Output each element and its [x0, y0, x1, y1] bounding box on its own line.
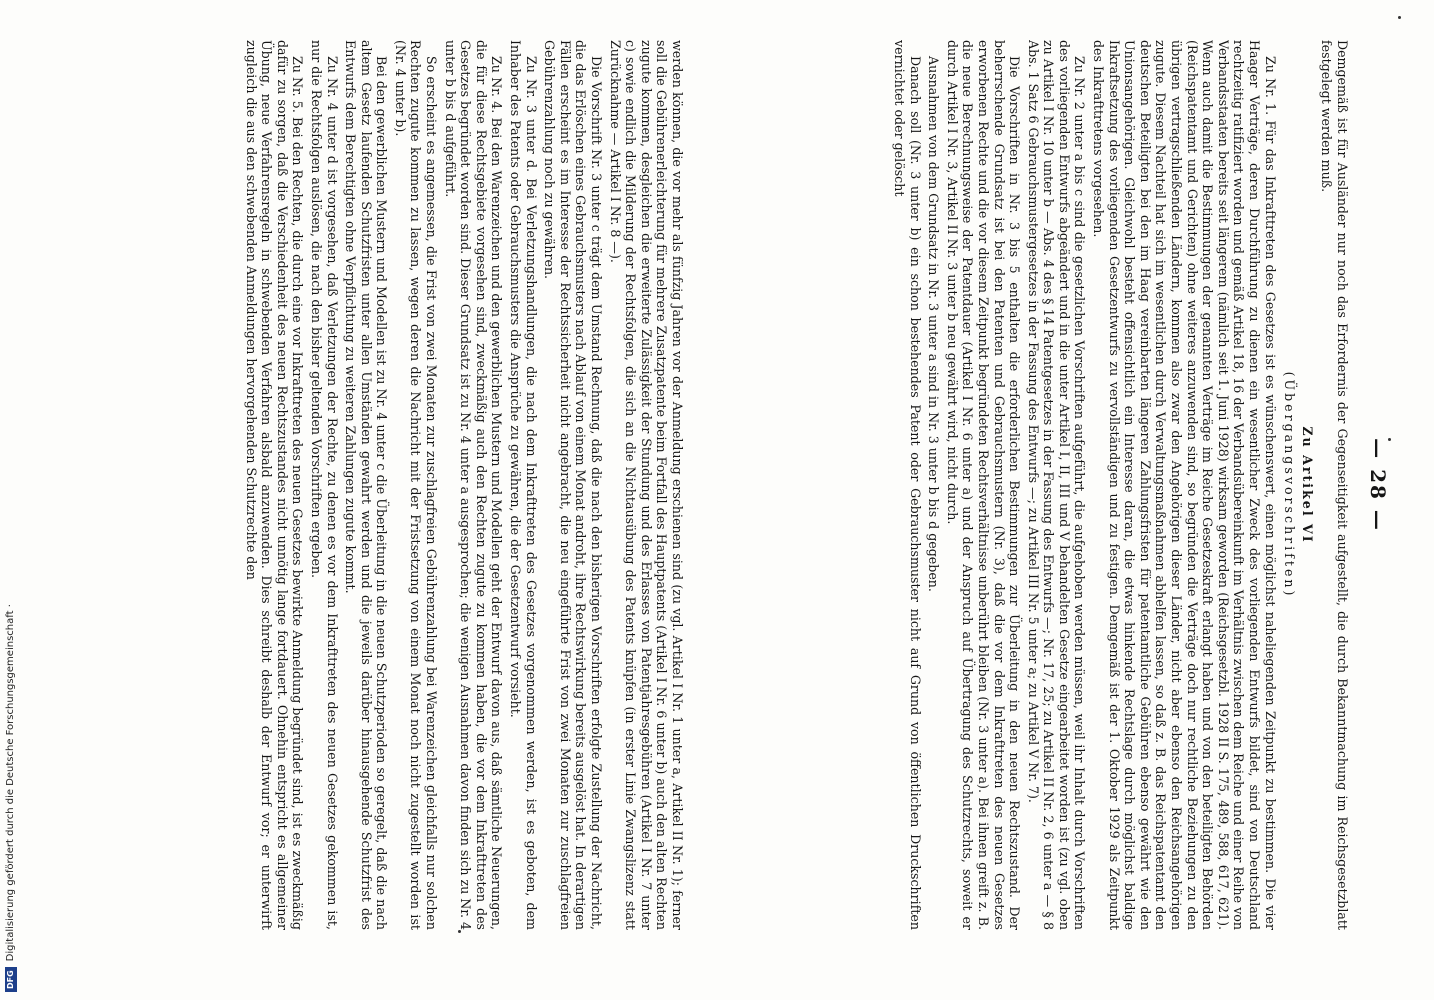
paragraph: werden können, die vor mehr als fünfzig Jahren vor der Anmeldung erschienen sind (zu vgl. Artikel I Nr. 1 unter a, Artikel II Nr. 1); ferner soll die Gebührenerleichterung für mehrere Zusatzpatente beim Fortfall des Hauptpatents (Artikel I Nr. 6 unter b) auch den alten Rechten zugute kommen, desgleichen die erweiterte Zulässigkeit der Stundung und des Erlasses von Patentjahresgebühren (Artikel I Nr. 7 unter c) sowie endlich die Milderung der Rechtsfolgen, die sich an die Nichtausübung des Patents knüpfen (in erster Linie Zwangslizenz statt Zurücknahme — Artikel I Nr. 8 —). — [607, 40, 685, 930]
paragraph: Zu Nr. 2 unter a bis c sind die gesetzlichen Vorschriften aufgeführt, die aufgehoben werden müssen, weil ihr Inhalt durch Vorschriften des vorliegenden Entwurfs abgeändert und in die unter Artikel I, II, III und V behandelten Gesetze eingearbeitet worden ist (zu vgl. oben zu Artikel I Nr. 10 unter b — Abs. 4 des § 14 Patentgesetzes in der Fassung des Entwurfs —; Nr. 17, 25; zu Artikel II Nr. 2, 6 unter a — § 8 Abs. 1 Satz 6 Gebrauchsmustergesetzes in der Fassung des Entwurfs —; zu Artikel III Nr. 5 unter a; zu Artikel V Nr. 7). — [1025, 40, 1088, 930]
paragraph: Ausnahmen von dem Grundsatz in Nr. 3 unter a sind in Nr. 3 unter b bis d gegeben. — [926, 56, 942, 592]
section-subheading: (Übergangsvorschriften) — [1282, 371, 1298, 599]
paragraph: Bei den gewerblichen Mustern und Modellen ist zu Nr. 4 unter c die Überleitung in die neuen Schutzperioden so geregelt, daß die nach altem Gesetz laufenden Schutzfristen unter allen Umständen gewahrt werden und die jeweils darüber hinausgehende Schutzfrist des Entwurfs dem Berechtigten ohne Verpflichtung zu weiteren Zahlungen zugute kommt. — [343, 40, 390, 930]
rotated-text-page — [90, 40, 1390, 930]
section-heading: Zu Artikel VI — [1299, 426, 1315, 544]
paragraph: Zu Nr. 3 unter d. Bei Verletzungshandlungen, die nach dem Inkrafttreten des Gesetzes vorgenommen werden, ist es geboten, dem Inhaber des Patents oder Gebrauchsmusters die Ansprüche zu gewähren, die der Gesetzentwurf vorsieht. — [508, 40, 539, 930]
dfg-logo-icon: DFG — [5, 967, 17, 992]
paragraph: Danach soll (Nr. 3 unter b) ein schon bestehendes Patent oder Gebrauchsmuster nicht auf Grund von öffentlichen Druckschriften vernichtet oder gelöscht — [891, 40, 923, 930]
paragraph: So erscheint es angemessen, die Frist von zwei Monaten zur zuschlagfreien Gebührenzahlung bei Warenzeichen gleichfalls nur solchen Rechten zugute kommen zu lassen, wegen deren die Nachricht mit der Fristsetzung von einem Monat noch nicht zugestellt worden ist (Nr. 4 unter b). — [392, 40, 440, 930]
digitization-credit — [2, 0, 20, 1000]
scan-speck — [458, 930, 461, 933]
credit-text: Digitalisierung gefördert durch die Deutsche Forschungsgemeinschaft · — [5, 604, 16, 962]
text-column-left — [765, 40, 1350, 930]
paragraph: Zu Nr. 5. Bei den Rechten, die durch eine vor Inkrafttreten des neuen Gesetzes bewirkte Anmeldung begründet sind, ist es zweckmäßig dafür zu sorgen, daß die Verschiedenheit des neuen Rechtszustandes nicht unnötig lange fortdauert. Ohnehin entspricht es allgemeiner Übung, neue Verfahrensregeln in schwebenden Verfahren alsbald anzuwenden. Dies schreibt deshalb der Entwurf vor; er unterwirft zugleich die aus den schwebenden Anmeldungen hervorgehenden Schutzrechte den — [243, 40, 306, 930]
page-number: — 28 — — [1366, 438, 1390, 532]
paragraph: Zu Nr. 4. Bei den Warenzeichen und den gewerblichen Mustern und Modellen geht der Entwurf davon aus, daß sämtliche Neuerungen, die für diese Rechtsgebiete vorgesehen sind, zweckmäßig auch den Rechten zugute zu kommen haben, die vor dem Inkrafttreten des Gesetzes begründet worden sind. Dieser Grundsatz ist zu Nr. 4 unter a ausgesprochen; die wenigen Ausnahmen davon finden sich zu Nr. 4 unter b bis d aufgeführt. — [442, 40, 505, 930]
scan-speck — [1398, 16, 1401, 19]
paragraph: Die Vorschrift Nr. 3 unter c trägt dem Umstand Rechnung, daß die nach den bisherigen Vorschriften erfolgte Zustellung der Nachricht, die das Erlöschen eines Gebrauchsmusters nach Ablauf von einem Monat androht, ihre Rechtswirkung bereits ausgelöst hat. In derartigen Fällen erscheint es im Interesse der Rechtssicherheit nicht angebracht, die neu eingeführte Frist von zwei Monaten zur zuschlagfreien Gebührenzahlung noch zu gewähren. — [542, 40, 605, 930]
paragraph: Zu Nr. 4 unter d ist vorgesehen, daß Verletzungen der Rechte, zu denen es vor dem Inkrafttreten des neuen Gesetzes gekommen ist, nur die Rechtsfolgen auslösen, die nach den bisher geltenden Vorschriften ergeben. — [308, 40, 340, 930]
intro-paragraph: Demgemäß ist für Ausländer nur noch das Erfordernis der Gegenseitigkeit aufgestellt, die durch Bekanntmachung im Reichsgesetzblatt festgelegt werden muß. — [1319, 40, 1350, 930]
paragraph: Zu Nr. 1. Für das Inkrafttreten des Gesetzes ist es wünschenswert, einen möglichst naheliegenden Zeitpunkt zu bestimmen. Die vier Haager Verträge, deren Durchführung zu dienen ein wesentlicher Zweck des vorliegenden Entwurfs bildet, sind von Deutschland rechtzeitig ratifiziert worden und gemäß Artikel 18, 16 der Verbandsübereinkunft im Verhältnis zwischen dem Reiche und einer Reihe von Verbandsstaaten bereits seit längerem (nämlich seit 1. Juni 1928) wirksam geworden (Reichsgesetzbl. 1928 II S. 175, 489, 588, 617, 621). Wenn auch damit die Bestimmungen der genannten Verträge im Reiche Gesetzeskraft erlangt haben und von den beteiligten Behörden (Reichspatentamt und Gerichten) ohne weiteres anzuwenden sind, so begründen die Verträge doch nur rechtliche Beziehungen zu den übrigen vertragschließenden Ländern, kommen also zwar den Angehörigen dieser Länder, nicht aber ebenso den Reichsangehörigen zugute. Diesem Nachteil hat sich im wesentlichen durch Verwaltungsmaßnahmen abhelfen lassen, so daß z. B. das Reichspatentamt den deutschen Beteiligten bei den im Haag vereinbarten längeren Zahlungsfristen für patentamtliche Gebühren ebenso gewährt wie den Unionsangehörigen. Gleichwohl besteht offensichtlich ein Interesse daran, die etwas hinkende Rechtslage durch möglichst baldige Inkraftsetzung des vorliegenden Gesetzentwurfs zu vervollständigen und zu festigen. Demgemäß ist der 1. Oktober 1929 als Zeitpunkt des Inkrafttretens vorgesehen. — [1091, 40, 1278, 930]
paragraph: Die Vorschriften in Nr. 3 bis 5 enthalten die erforderlichen Bestimmungen zur Überleitung in den neuen Rechtszustand. Der beherrschende Grundsatz ist bei den Patenten und Gebrauchsmustern (Nr. 3), daß die vor dem Inkrafttreten des neuen Gesetzes erworbenen Rechte und die vor diesem Zeitpunkt begründeten Rechtsverhältnisse unberührt bleiben (Nr. 3 unter a). Bei ihnen greift z. B. die neue Berechnungsweise der Patentdauer (Artikel I Nr. 6 unter a) und der Anspruch auf Übertragung des Schutzrechts, soweit er durch Artikel I Nr. 3, Artikel II Nr. 3 unter b neu gewährt wird, nicht durch. — [944, 40, 1023, 930]
text-column-right — [100, 40, 685, 930]
